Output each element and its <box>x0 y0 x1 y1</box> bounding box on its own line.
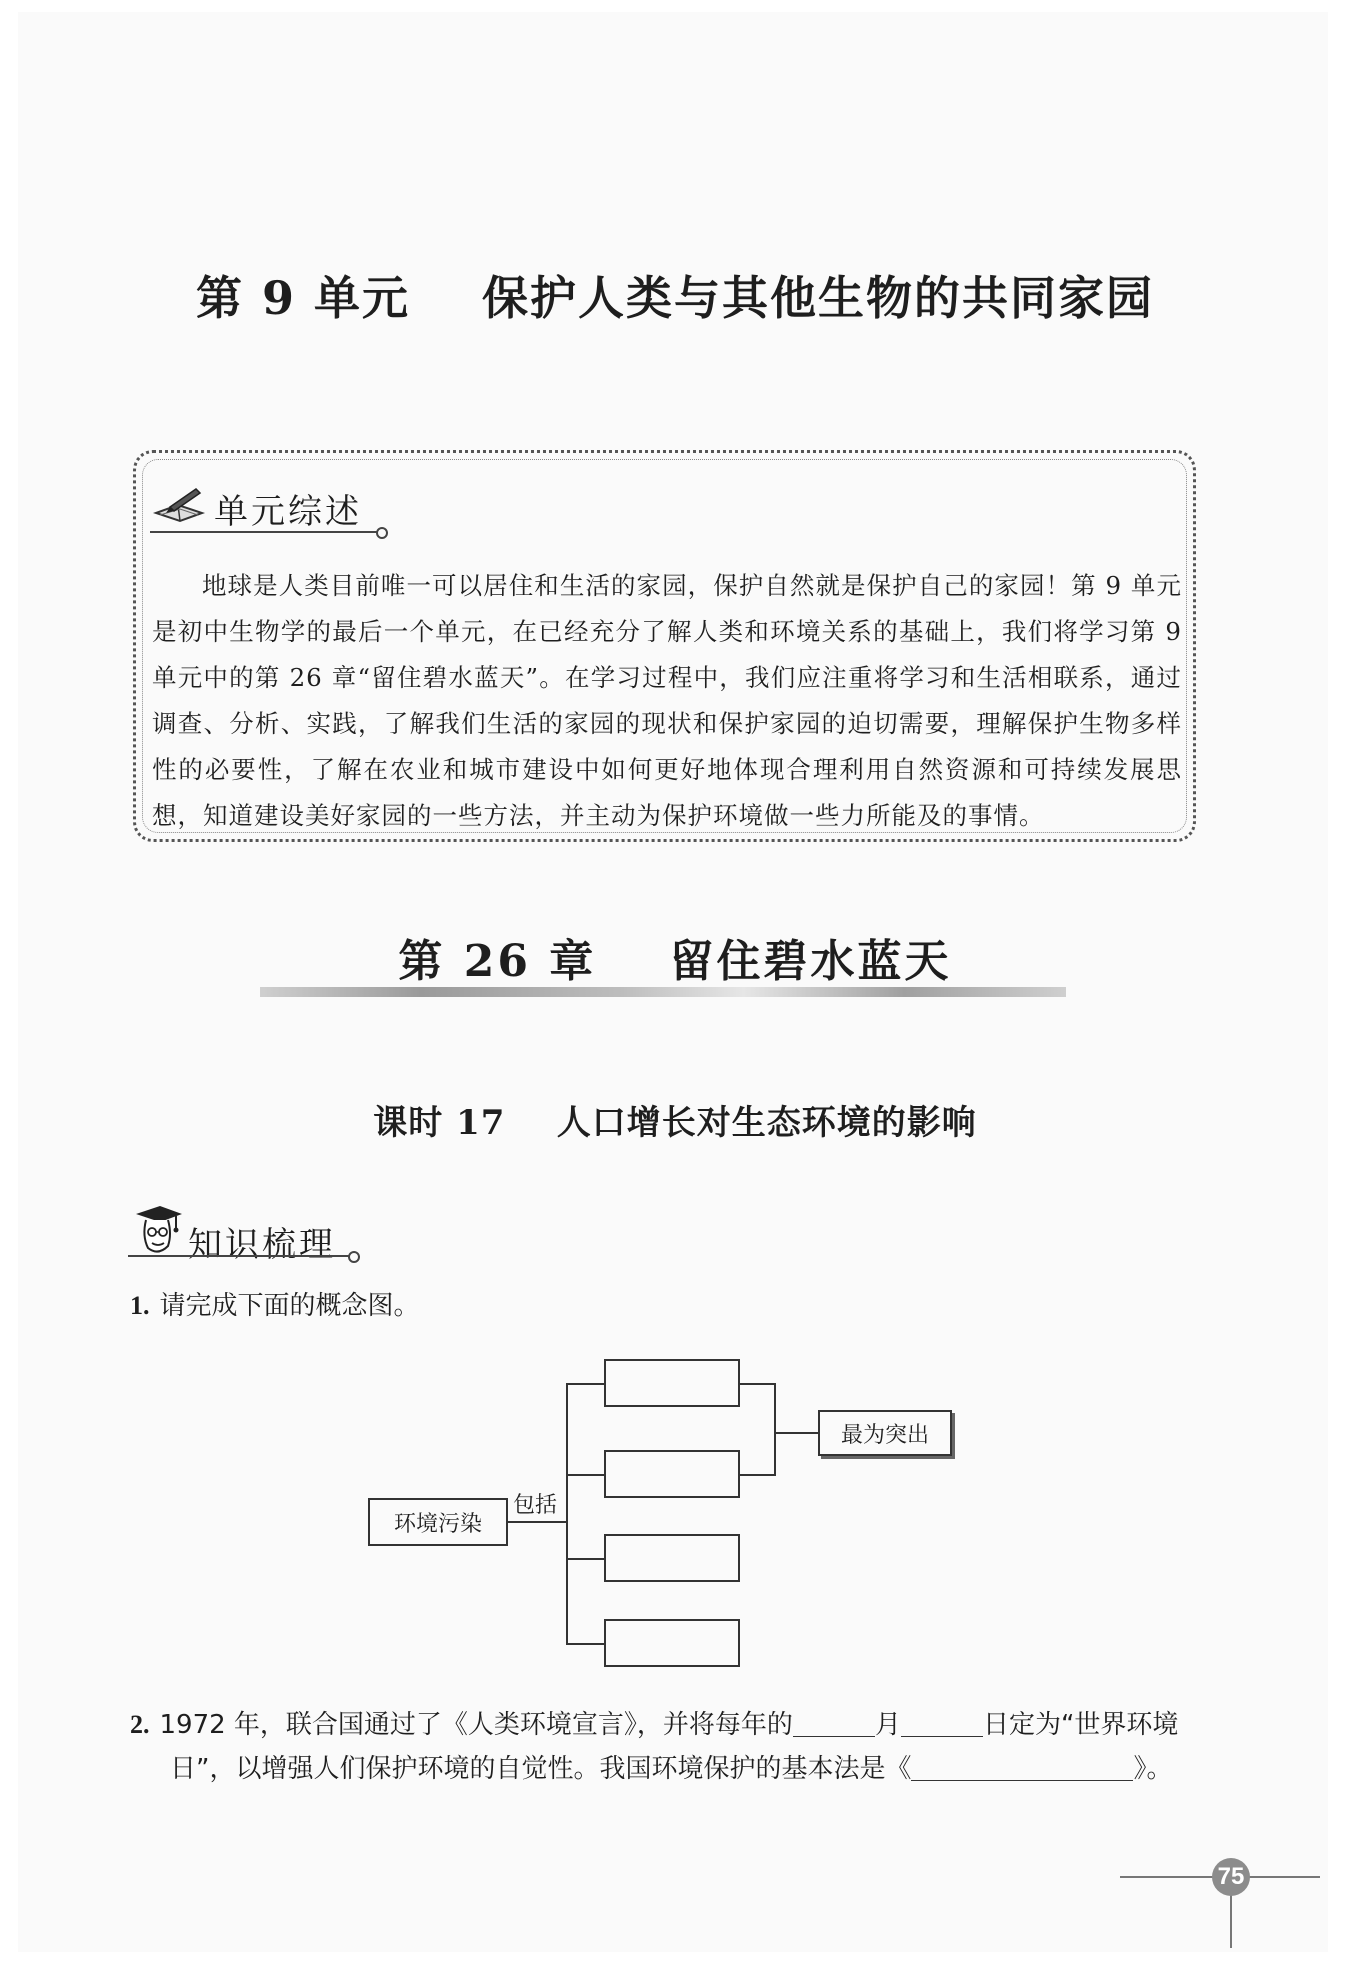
knowledge-heading-label: 知识梳理 <box>188 1225 336 1265</box>
question-1-number: 1. <box>130 1291 150 1320</box>
connector-branch-3 <box>566 1558 604 1560</box>
chapter-title-bar <box>260 987 1066 997</box>
lesson-title: 课时 17 人口增长对生态环境的影响 <box>373 1103 977 1143</box>
concept-root-node: 环境污染 <box>368 1498 508 1546</box>
question-2-text-part4: 日”，以增强人们保护环境的自觉性。我国环境保护的基本法是《 <box>170 1754 912 1784</box>
question-1-text: 请完成下面的概念图。 <box>159 1291 420 1321</box>
concept-result-node: 最为突出 <box>818 1410 952 1456</box>
knowledge-heading <box>132 1202 336 1265</box>
question-2-number: 2. <box>130 1710 150 1739</box>
question-2-text-part1: 1972 年，联合国通过了《人类环境宣言》，并将每年的 <box>159 1710 793 1740</box>
graduate-cap-icon <box>132 1202 184 1262</box>
law-name-blank[interactable] <box>911 1750 1133 1781</box>
connector-result <box>776 1432 818 1434</box>
connector-right-1 <box>740 1383 776 1385</box>
question-1 <box>130 1284 420 1328</box>
connector-left-bracket <box>566 1383 568 1643</box>
connector-branch-1 <box>566 1383 604 1385</box>
day-blank[interactable] <box>901 1706 983 1737</box>
question-2-text-part2: 月 <box>874 1710 901 1740</box>
connector-right-2 <box>740 1474 776 1476</box>
knowledge-heading-underline <box>128 1255 350 1257</box>
connector-root <box>508 1521 566 1523</box>
concept-blank-box[interactable] <box>604 1534 740 1582</box>
unit-overview-text: 地球是人类目前唯一可以居住和生活的家园，保护自然就是保护自己的家园！第 9 单元是初中生物学的最后一个单元，在已经充分了解人类和环境关系的基础上，我们将学习第 9 单元中的第 26 章“留住碧水蓝天”。在学习过程中，我们应注重将学习和生活相联系，通过调查、分析、实践，了解我们生活的家园的现状和保护家园的迫切需要，理解保护生物多样性的必要性，了解在农业和城市建设中如何更好地体现合理利用自然资源和可持续发展思想，知道建设美好家园的一些方法，并主动为保护环境做一些力所能及的事情。 <box>152 571 1182 830</box>
unit-overview-heading-label: 单元综述 <box>214 492 362 532</box>
concept-edge-label: 包括 <box>513 1493 558 1518</box>
question-2-text-part3: 日定为“世界环境 <box>982 1710 1179 1740</box>
unit-overview-heading <box>152 485 362 532</box>
unit-title: 第 9 单元 保护人类与其他生物的共同家园 <box>195 271 1155 325</box>
connector-branch-2 <box>566 1474 604 1476</box>
unit-overview-heading-underline <box>150 531 378 533</box>
concept-blank-box[interactable] <box>604 1450 740 1498</box>
question-2-text-part5: 》。 <box>1133 1754 1173 1784</box>
open-book-pen-icon <box>152 485 208 529</box>
question-2 <box>130 1703 1210 1791</box>
concept-blank-box[interactable] <box>604 1359 740 1407</box>
connector-branch-4 <box>566 1643 604 1645</box>
month-blank[interactable] <box>793 1706 875 1737</box>
concept-blank-box[interactable] <box>604 1619 740 1667</box>
connector-right-bracket <box>774 1383 776 1476</box>
page-number: 75 <box>1212 1858 1250 1896</box>
chapter-title: 第 26 章 留住碧水蓝天 <box>398 936 952 987</box>
